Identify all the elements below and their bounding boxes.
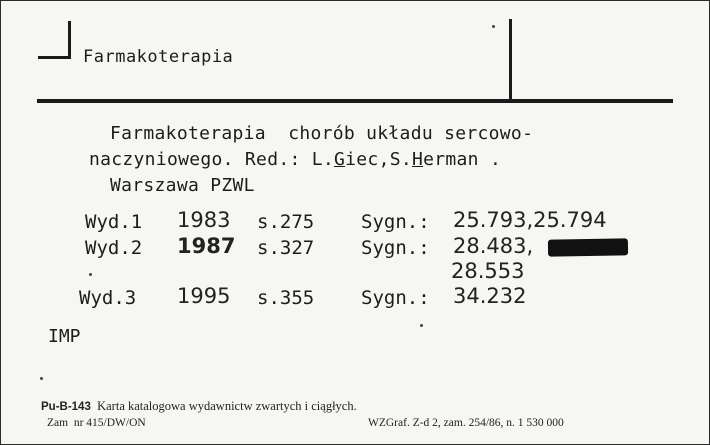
editor-2-rest: erman . [423,149,502,170]
footer-form-line [41,399,357,414]
form-code: Pu-B-143 [41,401,91,413]
speck [89,273,92,276]
title-line-1: Farmakoterapia chorób układu sercowo- [110,123,534,144]
corner-bracket-vertical [68,21,71,59]
title-line-2 [89,149,501,170]
edition-2-label: Wyd.2 [85,237,143,259]
heading-rule [37,99,673,103]
footer-order-right: WZGraf. Z-d 2, zam. 254/86, n. 1 530 000 [368,417,564,429]
title-line-3: Warszawa PZWL [110,175,255,196]
speck [40,377,43,380]
editor-1-initial: G [334,149,346,170]
edition-2-pages: s.327 [257,237,315,259]
note-imp: IMP [48,326,81,347]
edition-1-sygn-label: Sygn.: [361,211,430,233]
edition-3-sygn-label: Sygn.: [361,287,430,309]
subject-heading: Farmakoterapia [83,47,234,67]
edition-3-year: 1995 [177,284,231,308]
heading-divider [509,19,512,99]
edition-1-label: Wyd.1 [85,211,143,233]
edition-3-label: Wyd.3 [79,287,137,309]
edition-1-year: 1983 [177,208,231,232]
speck [492,25,495,28]
edition-2-year: 1987 [177,234,236,258]
form-title: Karta katalogowa wydawnictw zwartych i ciągłych. [97,399,357,413]
editor-2-initial: H [411,149,424,170]
edition-2-sygn-extra: 28.553 [451,259,525,283]
speck [420,324,423,327]
edition-2-sygn-label: Sygn.: [361,237,430,259]
editor-1-rest: iec,S. [345,149,412,170]
title-line-2-prefix: naczyniowego. Red.: L. [89,149,335,170]
footer-order-left: Zam nr 415/DW/ON [47,417,146,429]
edition-3-sygn: 34.232 [453,284,527,308]
edition-2-sygn: 28.483, [453,234,534,258]
corner-bracket-horizontal [38,56,71,59]
edition-3-pages: s.355 [257,287,315,309]
redaction-mark [548,238,628,256]
edition-1-pages: s.275 [257,211,315,233]
edition-1-sygn: 25.793,25.794 [453,208,607,232]
